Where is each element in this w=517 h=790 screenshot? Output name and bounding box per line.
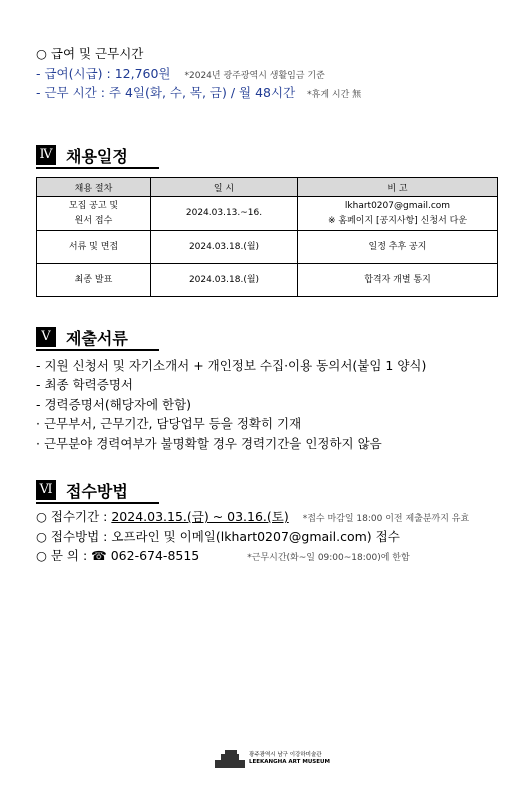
- application-period-line: [36, 507, 469, 525]
- hours-label: - 근무 시간 : 주 4일(화, 수, 목, 금) / 월 48시간: [36, 85, 296, 100]
- table-header-row: [37, 178, 498, 197]
- application-method-line: ○ 접수방법 : 오프라인 및 이메일(lkhart0207@gmail.com) 접수: [36, 529, 400, 544]
- museum-logo: [215, 749, 330, 769]
- section-title: 채용일정: [66, 147, 128, 166]
- wage-label: - 급여(시급) : 12,760원: [36, 66, 171, 81]
- hours-note: *휴게 시간 無: [307, 90, 362, 100]
- table-cell: 2024.03.13.~16.: [151, 197, 298, 231]
- table-cell: 최종 발표: [37, 264, 151, 297]
- section-numeral: Ⅵ: [36, 480, 56, 500]
- wage-note: *2024년 광주광역시 생활임금 기준: [184, 71, 325, 81]
- section-numeral: Ⅴ: [36, 327, 56, 347]
- table-row: [37, 264, 498, 297]
- document-item: · 근무분야 경력여부가 불명확할 경우 경력기간을 인정하지 않음: [36, 436, 382, 451]
- table-cell: [37, 197, 151, 231]
- section-numeral: Ⅳ: [36, 145, 56, 165]
- period-note: *접수 마감일 18:00 이전 제출분까지 유효: [302, 514, 470, 524]
- period-value: 2024.03.15.(금) ~ 03.16.(토): [111, 509, 289, 524]
- wage-line: [36, 64, 325, 82]
- museum-logo-icon: [215, 750, 245, 768]
- section-title: 접수방법: [66, 482, 128, 501]
- table-header: 비 고: [298, 178, 498, 197]
- logo-text-english: LEEKANGHA ART MUSEUM: [249, 759, 330, 765]
- table-cell: 2024.03.18.(월): [151, 264, 298, 297]
- table-cell: 일정 추후 공지: [298, 231, 498, 264]
- table-row: [37, 197, 498, 231]
- logo-text-korean: 광주광역시 남구 이강하미술관: [249, 752, 322, 758]
- cell-text: ※ 홈페이지 [공지사항] 신청서 다운: [327, 215, 468, 226]
- section-title: 제출서류: [66, 329, 128, 348]
- contact-note: *근무시간(화~일 09:00~18:00)에 한함: [247, 553, 410, 563]
- cell-text: lkhart0207@gmail.com: [344, 200, 451, 211]
- hours-line: [36, 83, 361, 101]
- document-item: - 최종 학력증명서: [36, 377, 133, 392]
- document-item: - 경력증명서(해당자에 한함): [36, 397, 192, 412]
- table-cell: 2024.03.18.(월): [151, 231, 298, 264]
- cell-text: 모집 공고 및: [68, 200, 119, 211]
- period-label: ○ 접수기간 :: [36, 509, 112, 524]
- cell-text: 원서 접수: [74, 215, 113, 226]
- pay-header: ○ 급여 및 근무시간: [36, 46, 144, 61]
- document-item: - 지원 신청서 및 자기소개서 + 개인정보 수집·이용 동의서(붙임 1 양식): [36, 358, 427, 373]
- section-schedule-heading: [36, 145, 159, 169]
- table-cell: [298, 197, 498, 231]
- table-header: 채용 절차: [37, 178, 151, 197]
- schedule-table: [36, 177, 498, 297]
- table-header: 일 시: [151, 178, 298, 197]
- table-row: [37, 231, 498, 264]
- contact-label: ○ 문 의 : ☎ 062-674-8515: [36, 548, 200, 563]
- document-item: · 근무부서, 근무기간, 담당업무 등을 정확히 기재: [36, 416, 302, 431]
- table-cell: 서류 및 면접: [37, 231, 151, 264]
- contact-line: [36, 546, 410, 564]
- table-cell: 합격자 개별 통지: [298, 264, 498, 297]
- section-application-heading: [36, 480, 159, 504]
- section-documents-heading: [36, 327, 159, 351]
